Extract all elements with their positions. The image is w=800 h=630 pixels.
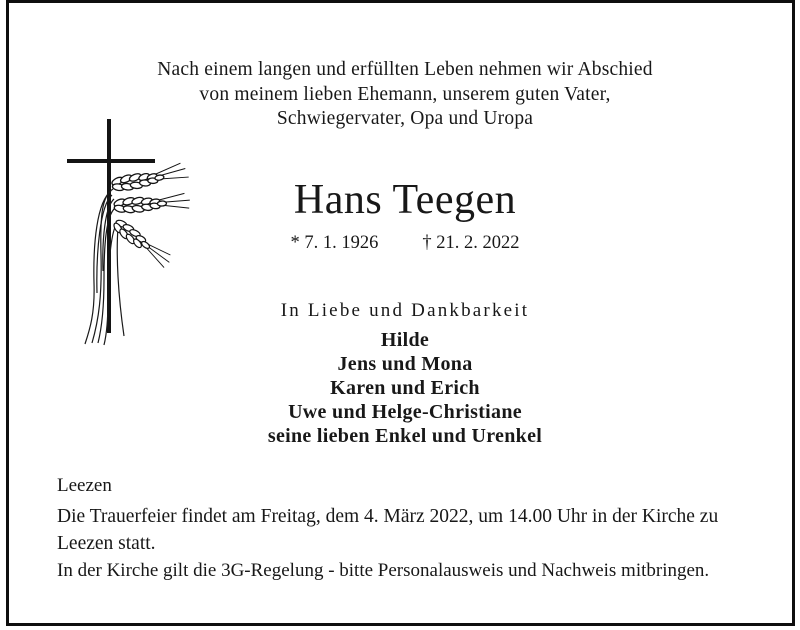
mourner-line: Jens und Mona bbox=[337, 353, 473, 375]
mourner-line: seine lieben Enkel und Urenkel bbox=[267, 425, 543, 447]
mourners-list bbox=[5, 328, 800, 448]
place-name: Leezen bbox=[57, 475, 112, 496]
birth-date: * 7. 1. 1926 bbox=[290, 233, 379, 253]
service-info bbox=[57, 504, 767, 557]
mourner-line: Hilde bbox=[380, 329, 430, 351]
mourner-line: Uwe und Helge-Christiane bbox=[288, 401, 522, 423]
service-line: Leezen statt. bbox=[57, 532, 156, 554]
death-date: † 21. 2. 2022 bbox=[422, 233, 520, 253]
service-line: Die Trauerfeier findet am Freitag, dem 4. März 2022, um 14.00 Uhr in der Kirche zu bbox=[57, 506, 719, 527]
mourner-line: Karen und Erich bbox=[330, 377, 480, 399]
intro-paragraph bbox=[5, 58, 800, 132]
intro-line: Nach einem langen und erfüllten Leben nehmen wir Abschied bbox=[157, 59, 653, 80]
intro-line: von meinem lieben Ehemann, unserem guten Vater, bbox=[199, 83, 611, 105]
life-dates bbox=[5, 233, 800, 254]
deceased-name: Hans Teegen bbox=[293, 177, 517, 223]
covid-rule-note: In der Kirche gilt die 3G-Regelung - bitte Personalausweis und Nachweis mitbringen. bbox=[57, 560, 710, 581]
intro-line: Schwiegervater, Opa und Uropa bbox=[276, 108, 534, 129]
tribute-line: In Liebe und Dankbarkeit bbox=[280, 300, 530, 321]
